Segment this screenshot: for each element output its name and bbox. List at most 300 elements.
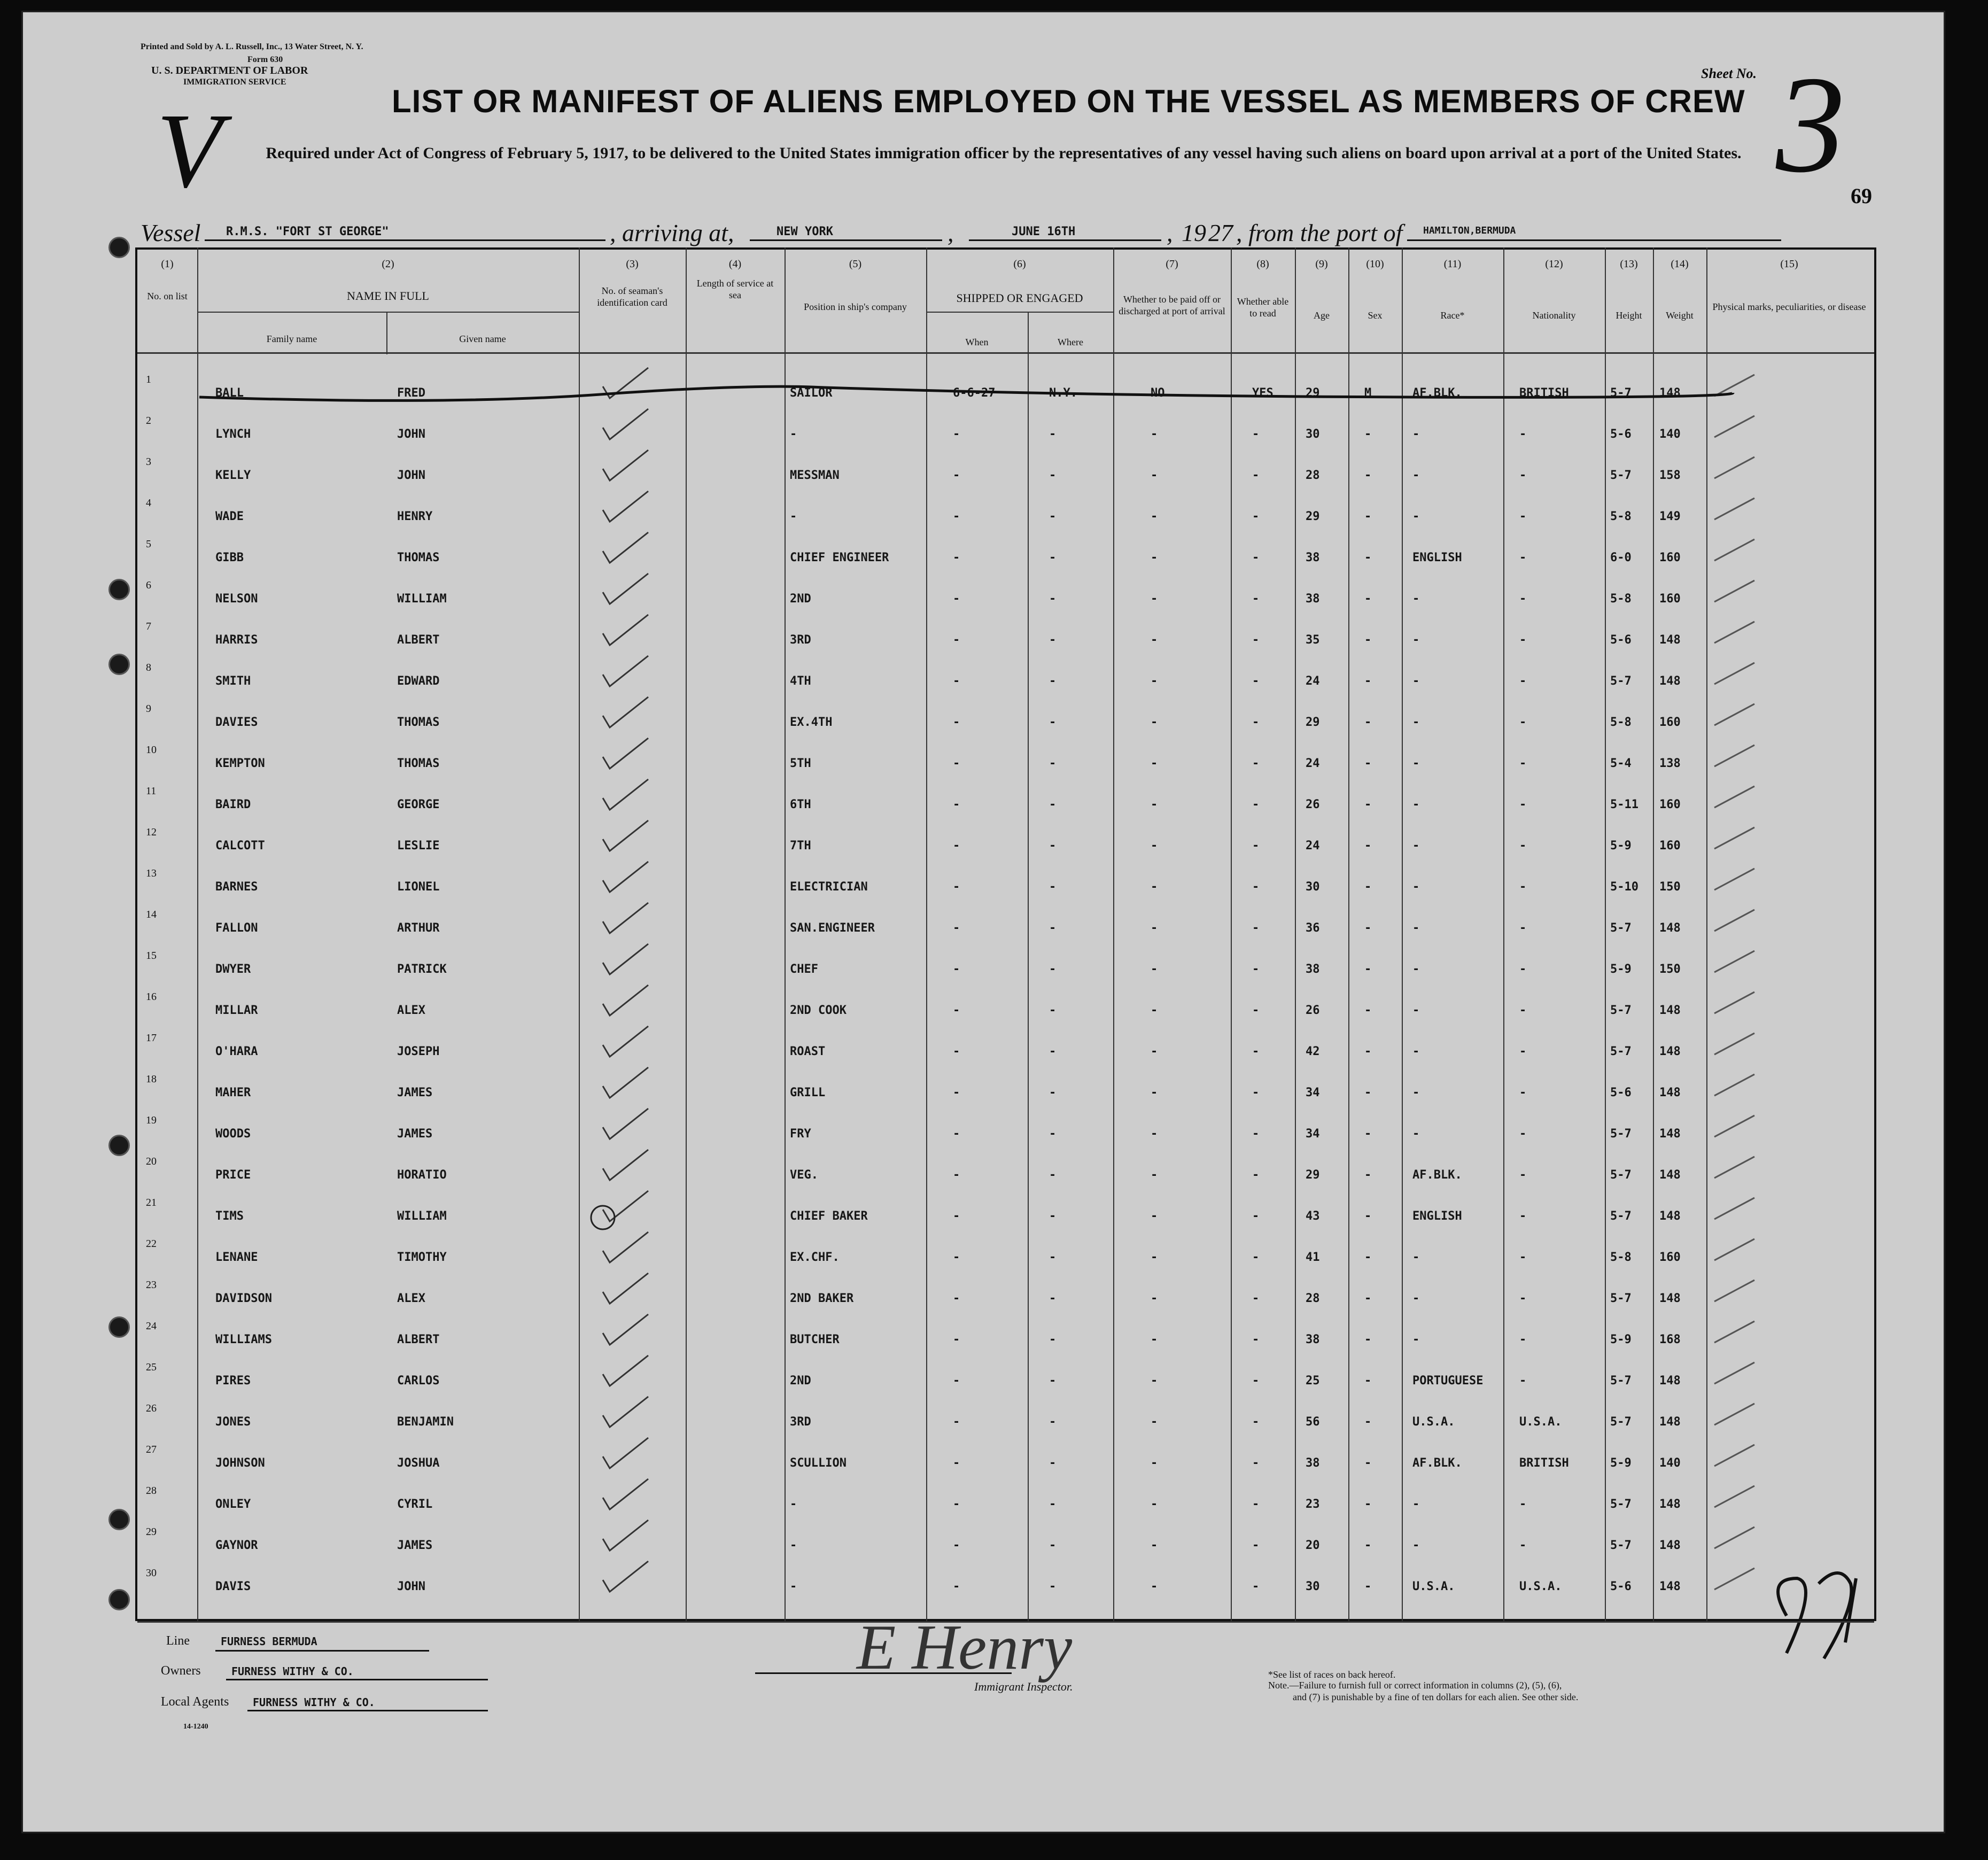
row-race: -: [1412, 1333, 1420, 1346]
row-paid: -: [1151, 1251, 1158, 1264]
row-read: -: [1252, 1004, 1260, 1017]
row-n: 27: [146, 1444, 157, 1455]
row-sex: -: [1364, 1127, 1372, 1141]
row-n: 6: [146, 579, 151, 591]
row-wt: 150: [1659, 963, 1681, 976]
row-pos: 2ND: [790, 1374, 811, 1388]
row-paid: -: [1151, 1333, 1158, 1346]
row-nat: -: [1519, 1086, 1527, 1099]
row-where: -: [1049, 716, 1057, 729]
row-sex: -: [1364, 1333, 1372, 1346]
row-when: -: [953, 510, 960, 523]
row-age: 30: [1306, 880, 1320, 894]
row-giv: JAMES: [397, 1086, 433, 1099]
row-ht: 5-7: [1610, 1374, 1632, 1388]
row-age: 28: [1306, 469, 1320, 482]
row-n: 26: [146, 1402, 157, 1414]
header-when: When: [965, 337, 989, 347]
row-sex: -: [1364, 510, 1372, 523]
row-nat: -: [1519, 551, 1527, 564]
row-where: -: [1049, 1292, 1057, 1305]
row-wt: 148: [1659, 1374, 1681, 1388]
row-nat: U.S.A.: [1519, 1580, 1562, 1593]
row-when: -: [953, 1580, 960, 1593]
row-where: -: [1049, 1045, 1057, 1058]
row-nat: -: [1519, 716, 1527, 729]
row-pos: EX.CHF.: [790, 1251, 840, 1264]
footer-agents-value: FURNESS WITHY & CO.: [253, 1696, 375, 1709]
row-ht: 5-7: [1610, 1539, 1632, 1552]
row-age: 29: [1306, 716, 1320, 729]
row-paid: -: [1151, 633, 1158, 647]
row-wt: 158: [1659, 469, 1681, 482]
row-when: -: [953, 1539, 960, 1552]
row-when: -: [953, 1004, 960, 1017]
row-race: PORTUGUESE: [1412, 1374, 1484, 1388]
row-pos: VEG.: [790, 1168, 818, 1182]
row-read: -: [1252, 1210, 1260, 1223]
row-nat: -: [1519, 1168, 1527, 1182]
footer-line-label: Line: [166, 1634, 190, 1648]
row-age: 36: [1306, 921, 1320, 935]
row-read: -: [1252, 592, 1260, 606]
row-fam: KELLY: [215, 469, 251, 482]
row-sex: -: [1364, 1251, 1372, 1264]
row-nat: -: [1519, 633, 1527, 647]
row-race: -: [1412, 469, 1420, 482]
row-sex: -: [1364, 551, 1372, 564]
row-giv: CARLOS: [397, 1374, 440, 1388]
row-giv: LESLIE: [397, 839, 440, 852]
inspector-signature: E Henry: [857, 1611, 1073, 1683]
row-paid: -: [1151, 1580, 1158, 1593]
footer-line-value: FURNESS BERMUDA: [221, 1635, 317, 1648]
row-giv: BENJAMIN: [397, 1415, 454, 1429]
row-nat: -: [1519, 921, 1527, 935]
row-wt: 148: [1659, 633, 1681, 647]
row-wt: 148: [1659, 1415, 1681, 1429]
row-n: 5: [146, 538, 151, 550]
row-n: 4: [146, 497, 151, 509]
sheet-label: Sheet No.: [1701, 66, 1757, 81]
header-name: NAME IN FULL: [347, 289, 429, 303]
header-weight: Weight: [1666, 310, 1694, 321]
row-when: -: [953, 675, 960, 688]
header-id-card: No. of seaman's identification card: [597, 285, 667, 308]
row-when: -: [953, 798, 960, 811]
row-age: 30: [1306, 428, 1320, 441]
header-height: Height: [1616, 310, 1642, 321]
row-race: U.S.A.: [1412, 1580, 1455, 1593]
row-paid: -: [1151, 1210, 1158, 1223]
row-paid: NO: [1151, 386, 1165, 400]
row-n: 16: [146, 991, 157, 1003]
footer-owners-label: Owners: [161, 1664, 201, 1678]
row-when: -: [953, 1292, 960, 1305]
row-when: -: [953, 880, 960, 894]
row-read: YES: [1252, 386, 1273, 400]
row-giv: JOSEPH: [397, 1045, 440, 1058]
row-race: -: [1412, 428, 1420, 441]
row-wt: 148: [1659, 386, 1681, 400]
row-giv: PATRICK: [397, 963, 447, 976]
row-sex: -: [1364, 1539, 1372, 1552]
row-fam: NELSON: [215, 592, 258, 606]
row-read: -: [1252, 880, 1260, 894]
row-race: -: [1412, 1251, 1420, 1264]
row-paid: -: [1151, 428, 1158, 441]
row-where: -: [1049, 1210, 1057, 1223]
row-race: -: [1412, 1045, 1420, 1058]
row-paid: -: [1151, 1168, 1158, 1182]
row-wt: 160: [1659, 716, 1681, 729]
row-age: 25: [1306, 1374, 1320, 1388]
header-age: Age: [1314, 310, 1330, 321]
row-where: -: [1049, 1086, 1057, 1099]
note-fine-2: and (7) is punishable by a fine of ten dollars for each alien. See other side.: [1293, 1692, 1579, 1702]
row-pos: 4TH: [790, 675, 811, 688]
row-read: -: [1252, 1374, 1260, 1388]
row-when: -: [953, 1415, 960, 1429]
total-count: [1787, 1509, 1893, 1631]
row-sex: -: [1364, 428, 1372, 441]
row-giv: JOHN: [397, 428, 425, 441]
row-ht: 5-6: [1610, 1086, 1632, 1099]
row-paid: -: [1151, 1374, 1158, 1388]
row-ht: 5-6: [1610, 1580, 1632, 1593]
row-pos: GRILL: [790, 1086, 826, 1099]
row-race: AF.BLK.: [1412, 386, 1462, 400]
row-when: -: [953, 469, 960, 482]
row-fam: LYNCH: [215, 428, 251, 441]
row-nat: -: [1519, 1210, 1527, 1223]
row-fam: WILLIAMS: [215, 1333, 272, 1346]
row-ht: 5-7: [1610, 386, 1632, 400]
row-n: 20: [146, 1156, 157, 1167]
year-suffix: 27: [1208, 219, 1233, 246]
row-age: 30: [1306, 1580, 1320, 1593]
row-pos: SCULLION: [790, 1456, 847, 1470]
row-fam: JOHNSON: [215, 1456, 265, 1470]
row-ht: 5-7: [1610, 1127, 1632, 1141]
row-ht: 5-7: [1610, 1415, 1632, 1429]
row-race: -: [1412, 716, 1420, 729]
row-wt: 148: [1659, 1004, 1681, 1017]
row-when: -: [953, 633, 960, 647]
row-age: 34: [1306, 1127, 1320, 1141]
row-paid: -: [1151, 469, 1158, 482]
row-giv: ALBERT: [397, 1333, 440, 1346]
row-pos: 3RD: [790, 633, 811, 647]
row-paid: -: [1151, 716, 1158, 729]
row-nat: -: [1519, 1539, 1527, 1552]
row-ht: 5-8: [1610, 1251, 1632, 1264]
inspector-label: Immigrant Inspector.: [974, 1680, 1073, 1693]
row-n: 1: [146, 374, 151, 385]
row-fam: ONLEY: [215, 1498, 251, 1511]
row-read: -: [1252, 963, 1260, 976]
row-ht: 5-7: [1610, 1045, 1632, 1058]
row-wt: 148: [1659, 675, 1681, 688]
row-fam: TIMS: [215, 1210, 244, 1223]
row-pos: ELECTRICIAN: [790, 880, 868, 894]
row-giv: WILLIAM: [397, 592, 447, 606]
row-pos: -: [790, 428, 797, 441]
row-giv: WILLIAM: [397, 1210, 447, 1223]
row-pos: EX.4TH: [790, 716, 833, 729]
row-age: 26: [1306, 798, 1320, 811]
row-n: 23: [146, 1279, 157, 1291]
row-nat: -: [1519, 798, 1527, 811]
row-read: -: [1252, 1251, 1260, 1264]
row-giv: LIONEL: [397, 880, 440, 894]
row-where: -: [1049, 428, 1057, 441]
row-pos: CHEF: [790, 963, 818, 976]
row-where: -: [1049, 1004, 1057, 1017]
row-paid: -: [1151, 510, 1158, 523]
row-where: -: [1049, 757, 1057, 770]
row-giv: JOHN: [397, 1580, 425, 1593]
binder-hole: [108, 1316, 130, 1338]
row-race: ENGLISH: [1412, 1210, 1462, 1223]
row-age: 29: [1306, 386, 1320, 400]
row-ht: 5-7: [1610, 469, 1632, 482]
row-ht: 6-0: [1610, 551, 1632, 564]
row-fam: DAVIDSON: [215, 1292, 272, 1305]
row-age: 38: [1306, 1333, 1320, 1346]
row-sex: -: [1364, 921, 1372, 935]
row-pos: 7TH: [790, 839, 811, 852]
row-fam: HARRIS: [215, 633, 258, 647]
row-sex: -: [1364, 798, 1372, 811]
row-age: 42: [1306, 1045, 1320, 1058]
row-fam: MILLAR: [215, 1004, 258, 1017]
row-sex: -: [1364, 1004, 1372, 1017]
row-n: 2: [146, 415, 151, 427]
row-n: 9: [146, 703, 151, 715]
manifest-sheet: Printed and Sold by A. L. Russell, Inc., 13 Water Street, N. Y. Form 630 U. S. DEPARTMENT OF LABOR IMMIGRATION SERVICE LIST OR MANIFEST OF ALIENS EMPLOYED ON THE VESSEL AS MEMBERS OF CREW Required under Act of Congress of February 5, 1917, to be delivered to the United States immigration officer by the representatives of any vessel having such aliens on board upon arrival at a port of the United States. Sheet No. 3 69 V Vessel R.M.S. "FORT ST GEORGE" , arriving at, NEW YORK , JUNE 16TH , 19 27 , from the port of HAMILTON,BERMUDA (1) (2) (3) (4) (5) (6) (7) (8) (9) (10) (11) (12) (13) (14) (15) No. on list NAME IN FULL Family name Given name No. of seaman's identification card Length of service at sea Position in ship's company SHIPPED OR ENGAGED When Where Whether to be paid off or discharged at port of arrival Whether able to read Age Sex Race* Nationality Height Weight Physical marks, peculiarities, or disease 1 BALL FRED SAILOR 6-6-27 N.Y. NO YES 29 M AF.BLK. BRITISH 5-7 148 2 LYNCH JOHN - - - - - 30 - - - 5-6 140 3 KELLY JOHN MESSMAN - - - - 28 - - - 5-7 158 4 WADE HENRY - - - - - 29 - - - 5-8 149 5 GIBB THOMAS CHIEF ENGINEER - - - - 38 - ENGLISH - 6-0 160 6 NELSON WILLIAM 2ND - - - - 38 - - - 5-8 160 7 HARRIS ALBERT 3RD - - - - 35 - - - 5-6 148 8 SMITH EDWARD 4TH - - - - 24 - - - 5-7 148 9 DAVIES THOMAS EX.4TH - - - - 29 - - - 5-8 160 10 KEMPTON THOMAS 5TH - - - - 24 - - - 5-4 138 11 BAIRD GEORGE 6TH - - - - 26 - - - 5-11 160 12 CALCOTT LESLIE 7TH - - - - 24 - - - 5-9 160 13 BARNES LIONEL ELECTRICIAN - - - - 30 - - - 5-10 150 14 FALLON ARTHUR SAN.ENGINEER - - - - 36 - - - 5-7 148 15 DWYER PATRICK CHEF - - - - 38 - - - 5-9 150 16 MILLAR ALEX 2ND COOK - - - - 26 - - - 5-7 148 17 O'HARA JOSEPH ROAST - - - - 42 - - - 5-7 148 18 MAHER JAMES GRILL - - - - 34 - - - 5-6 148 19 WOODS JAMES FRY - - - - 34 - - - 5-7 148 20 PRICE HORATIO VEG. - - - - 29 - AF.BLK. - 5-7 148 21 TIMS WILLIAM CHIEF BAKER - - - - 43 - ENGLISH - 5-7 148 22 LENANE TIMOTHY EX.CHF. - - - - 41 - - - 5-8 160 23 DAVIDSON ALEX 2ND BAKER - - - - 28 - - - 5-7 148 24 WILLIAMS ALBERT BUTCHER - - - - 38 - - - 5-9 168 25 PIRES CARLOS 2ND - - - - 25 - PORTUGUESE - 5-7 148 26 JONES BENJAMIN 3RD - - - - 56 - U.S.A. U.S.A. 5-7 148 27 JOHNSON JOSHUA SCULLION - - - - 38 - AF.BLK. BRITISH 5-9 140 28 ONLEY CYRIL - - - - - 23 - - - 5-7 148 29 GAYNOR JAMES - - - - - 20 - - - 5-7 148 30 DAVIS JOHN - - - - - 30 - U.S.A. U.S.A. 5-6 148 Line FURNESS BERMUDA Owners FURNESS WITHY & CO. Local Agents FURNESS WITHY & CO. 14-1240 E Henry Immigrant Inspector. *See list of races on back hereof. Note.—Failure to furnish full or correct information in columns (2), (5), (6), and (7) is punishable by a fine of ten dollars for each alien. See other side.: [21, 11, 1945, 1833]
row-race: -: [1412, 921, 1420, 935]
row-wt: 160: [1659, 1251, 1681, 1264]
row-giv: EDWARD: [397, 675, 440, 688]
row-n: 24: [146, 1320, 157, 1332]
row-read: -: [1252, 1045, 1260, 1058]
row-wt: 140: [1659, 1456, 1681, 1470]
row-where: -: [1049, 1415, 1057, 1429]
row-nat: BRITISH: [1519, 386, 1569, 400]
row-read: -: [1252, 1086, 1260, 1099]
row-ht: 5-7: [1610, 1292, 1632, 1305]
row-when: -: [953, 592, 960, 606]
row-fam: FALLON: [215, 921, 258, 935]
row-n: 3: [146, 456, 151, 468]
row-age: 43: [1306, 1210, 1320, 1223]
row-race: ENGLISH: [1412, 551, 1462, 564]
row-n: 8: [146, 662, 151, 673]
row-race: -: [1412, 675, 1420, 688]
row-age: 38: [1306, 963, 1320, 976]
row-where: N.Y.: [1049, 386, 1077, 400]
row-giv: HORATIO: [397, 1168, 447, 1182]
row-pos: CHIEF ENGINEER: [790, 551, 889, 564]
row-where: -: [1049, 1374, 1057, 1388]
row-sex: -: [1364, 963, 1372, 976]
row-pos: CHIEF BAKER: [790, 1210, 868, 1223]
row-read: -: [1252, 633, 1260, 647]
row-race: -: [1412, 633, 1420, 647]
row-fam: DAVIS: [215, 1580, 251, 1593]
row-wt: 148: [1659, 1210, 1681, 1223]
row-sex: -: [1364, 469, 1372, 482]
row-nat: -: [1519, 880, 1527, 894]
row-paid: -: [1151, 1456, 1158, 1470]
row-nat: -: [1519, 1498, 1527, 1511]
row-age: 26: [1306, 1004, 1320, 1017]
row-where: -: [1049, 551, 1057, 564]
header-no: No. on list: [147, 291, 188, 301]
row-wt: 148: [1659, 1127, 1681, 1141]
row-sex: -: [1364, 633, 1372, 647]
row-nat: -: [1519, 1292, 1527, 1305]
header-sex: Sex: [1368, 310, 1383, 321]
row-sex: -: [1364, 1168, 1372, 1182]
row-giv: THOMAS: [397, 716, 440, 729]
row-giv: ALEX: [397, 1292, 425, 1305]
row-when: -: [953, 839, 960, 852]
row-paid: -: [1151, 1004, 1158, 1017]
row-read: -: [1252, 675, 1260, 688]
row-age: 24: [1306, 839, 1320, 852]
binder-hole: [108, 1135, 130, 1156]
row-sex: -: [1364, 675, 1372, 688]
row-ht: 5-7: [1610, 1168, 1632, 1182]
handwritten-check: V: [157, 92, 222, 210]
row-where: -: [1049, 592, 1057, 606]
row-nat: -: [1519, 1333, 1527, 1346]
row-nat: -: [1519, 757, 1527, 770]
year-prefix: 19: [1182, 219, 1206, 246]
row-wt: 160: [1659, 839, 1681, 852]
row-when: -: [953, 1498, 960, 1511]
row-fam: MAHER: [215, 1086, 251, 1099]
row-n: 28: [146, 1485, 157, 1497]
row-giv: TIMOTHY: [397, 1251, 447, 1264]
row-nat: -: [1519, 675, 1527, 688]
row-wt: 148: [1659, 1168, 1681, 1182]
row-ht: 5-11: [1610, 798, 1638, 811]
row-wt: 148: [1659, 1045, 1681, 1058]
row-age: 20: [1306, 1539, 1320, 1552]
row-when: -: [953, 1251, 960, 1264]
row-when: -: [953, 1086, 960, 1099]
required-text: Required under Act of Congress of February 5, 1917, to be delivered to the United States immigration officer by the representatives of any vessel having such aliens on board upon arrival at a port of the United States.: [266, 144, 1742, 162]
row-pos: FRY: [790, 1127, 811, 1141]
row-when: -: [953, 921, 960, 935]
row-fam: GAYNOR: [215, 1539, 258, 1552]
row-pos: SAN.ENGINEER: [790, 921, 875, 935]
row-wt: 148: [1659, 1086, 1681, 1099]
row-age: 38: [1306, 1456, 1320, 1470]
row-race: AF.BLK.: [1412, 1168, 1462, 1182]
row-when: -: [953, 963, 960, 976]
vessel-name: R.M.S. "FORT ST GEORGE": [226, 225, 389, 238]
row-race: -: [1412, 1004, 1420, 1017]
row-nat: -: [1519, 1045, 1527, 1058]
row-n: 19: [146, 1114, 157, 1126]
row-read: -: [1252, 798, 1260, 811]
row-wt: 149: [1659, 510, 1681, 523]
row-ht: 5-8: [1610, 510, 1632, 523]
row-where: -: [1049, 469, 1057, 482]
row-giv: JOSHUA: [397, 1456, 440, 1470]
note-fine-1: Note.—Failure to furnish full or correct information in columns (2), (5), (6),: [1268, 1680, 1562, 1691]
row-read: -: [1252, 428, 1260, 441]
row-n: 29: [146, 1526, 157, 1538]
row-wt: 148: [1659, 1580, 1681, 1593]
row-wt: 138: [1659, 757, 1681, 770]
row-paid: -: [1151, 1415, 1158, 1429]
row-paid: -: [1151, 1086, 1158, 1099]
row-read: -: [1252, 1292, 1260, 1305]
arrival-date: JUNE 16TH: [1012, 225, 1076, 238]
row-when: -: [953, 1127, 960, 1141]
row-giv: ALEX: [397, 1004, 425, 1017]
row-sex: -: [1364, 1415, 1372, 1429]
row-paid: -: [1151, 1498, 1158, 1511]
row-where: -: [1049, 1456, 1057, 1470]
row-where: -: [1049, 675, 1057, 688]
row-read: -: [1252, 757, 1260, 770]
row-read: -: [1252, 1415, 1260, 1429]
row-nat: -: [1519, 510, 1527, 523]
header-service-length: Length of service at sea: [696, 278, 774, 300]
binder-hole: [108, 654, 130, 675]
row-age: 24: [1306, 675, 1320, 688]
row-paid: -: [1151, 675, 1158, 688]
row-race: -: [1412, 1498, 1420, 1511]
row-paid: -: [1151, 1127, 1158, 1141]
row-when: -: [953, 1333, 960, 1346]
row-when: -: [953, 551, 960, 564]
row-where: -: [1049, 1539, 1057, 1552]
row-read: -: [1252, 716, 1260, 729]
row-where: -: [1049, 1333, 1057, 1346]
row-pos: SAILOR: [790, 386, 833, 400]
row-race: U.S.A.: [1412, 1415, 1455, 1429]
row-read: -: [1252, 469, 1260, 482]
header-physical-marks: Physical marks, peculiarities, or disease: [1712, 301, 1866, 312]
row-where: -: [1049, 1251, 1057, 1264]
row-when: -: [953, 1045, 960, 1058]
service-name: IMMIGRATION SERVICE: [183, 78, 286, 87]
row-pos: 5TH: [790, 757, 811, 770]
row-race: -: [1412, 1127, 1420, 1141]
sheet-number: 3: [1776, 48, 1845, 201]
header-given-name: Given name: [459, 334, 506, 344]
from-port: HAMILTON,BERMUDA: [1423, 225, 1516, 236]
row-pos: 3RD: [790, 1415, 811, 1429]
row-pos: 2ND COOK: [790, 1004, 847, 1017]
page-number: 69: [1851, 184, 1872, 208]
row-ht: 5-7: [1610, 921, 1632, 935]
row-age: 24: [1306, 757, 1320, 770]
row-fam: LENANE: [215, 1251, 258, 1264]
vessel-label: Vessel: [141, 219, 201, 246]
row-paid: -: [1151, 798, 1158, 811]
row-nat: -: [1519, 1127, 1527, 1141]
row-sex: -: [1364, 716, 1372, 729]
row-fam: DWYER: [215, 963, 251, 976]
